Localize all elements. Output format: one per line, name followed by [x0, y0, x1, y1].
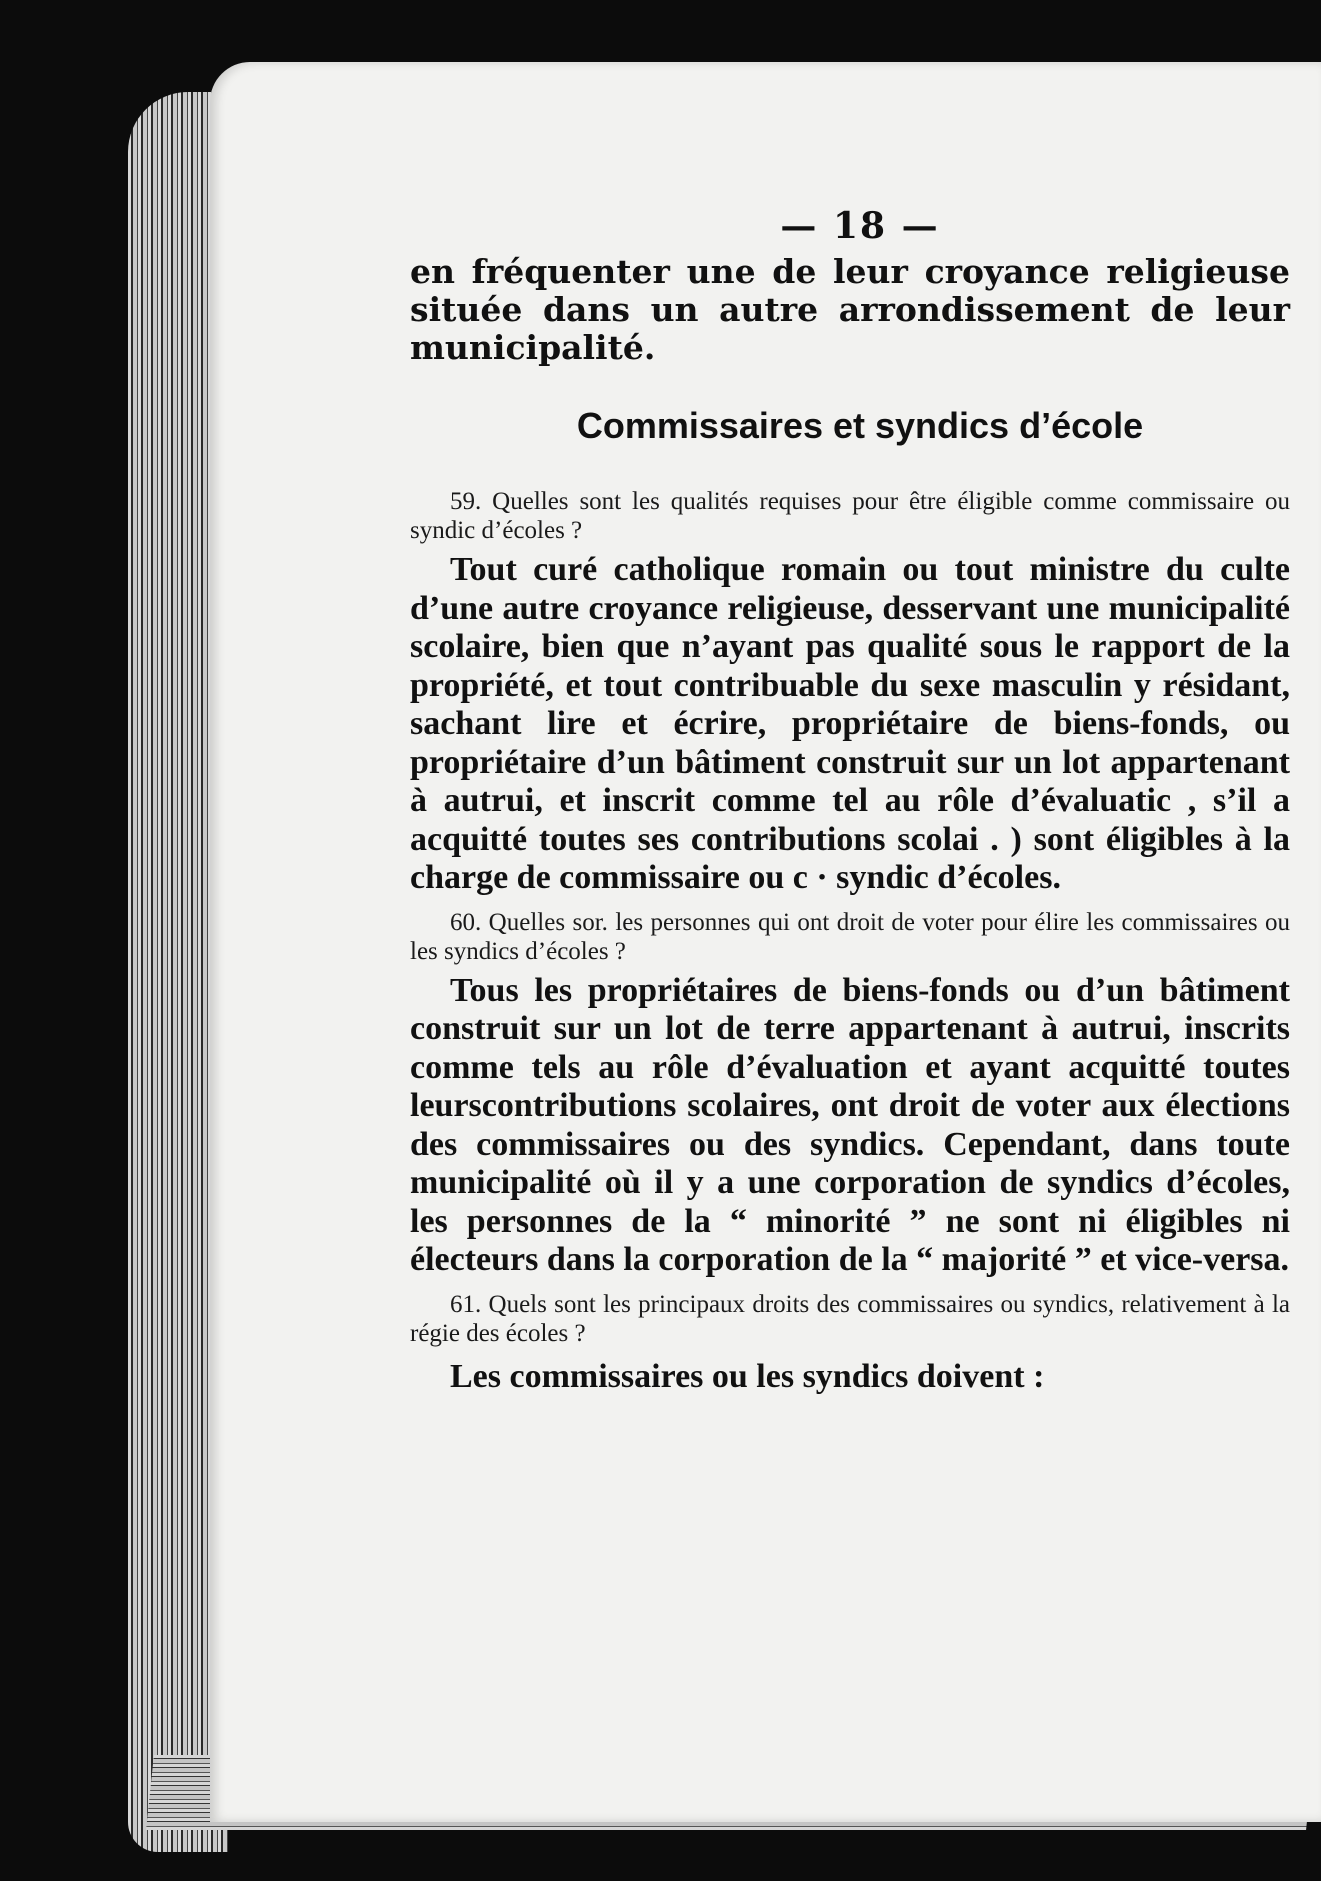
page-number: — 18 —: [780, 205, 940, 247]
section-heading: Commissaires et syndics d’école: [576, 405, 1144, 446]
answer-61: Les commissaires ou les syndics doivent :: [450, 1357, 1045, 1395]
question-60: 60. Quelles sor. les personnes qui ont droit de voter pour élire les commissaires ou les syndics d’écoles ?: [410, 908, 1290, 965]
question-59: 59. Quelles sont les qualités requises pour être éligible comme commissaire ou syndic d’écoles ?: [410, 488, 1290, 544]
intro-paragraph: en fréquenter une de leur croyance religieuse située dans un autre arrondissement de leur municipalité.: [410, 252, 1290, 367]
page-content: [410, 205, 1290, 1396]
question-61: 61. Quels sont les principaux droits des commissaires ou syndics, relativement à la régie des écoles ?: [410, 1290, 1290, 1347]
answer-59: Tout curé catholique romain ou tout ministre du culte d’une autre croyance religieuse, desservant une municipalité scolaire, bien que n’ayant pas qualité sous le rapport de la propriété, et tout contribuable du sexe masculin y résidant, sachant lire et écrire, propriétaire de biens-fonds, ou propriétaire d’un bâtiment construit sur un lot appartenant à autrui, et inscrit comme tel au rôle d’évaluatic , s’il a acquitté toutes ses contributions scolai . ) sont éligibles à la charge de commissaire ou c · syndic d’écoles.: [410, 551, 1290, 896]
answer-60: Tous les propriétaires de biens-fonds ou d’un bâtiment construit sur un lot de terre appartenant à autrui, inscrits comme tels au rôle d’évaluation et ayant acquitté toutes leurscontributions scolaires, ont droit de voter aux élections des commissaires ou des syndics. Cependant, dans toute municipalité où il y a une corporation de syndics d’écoles, les personnes de la “ minorité ” ne sont ni éligibles ni électeurs dans la corporation de la “ majorité ” et vice-versa.: [410, 971, 1290, 1278]
